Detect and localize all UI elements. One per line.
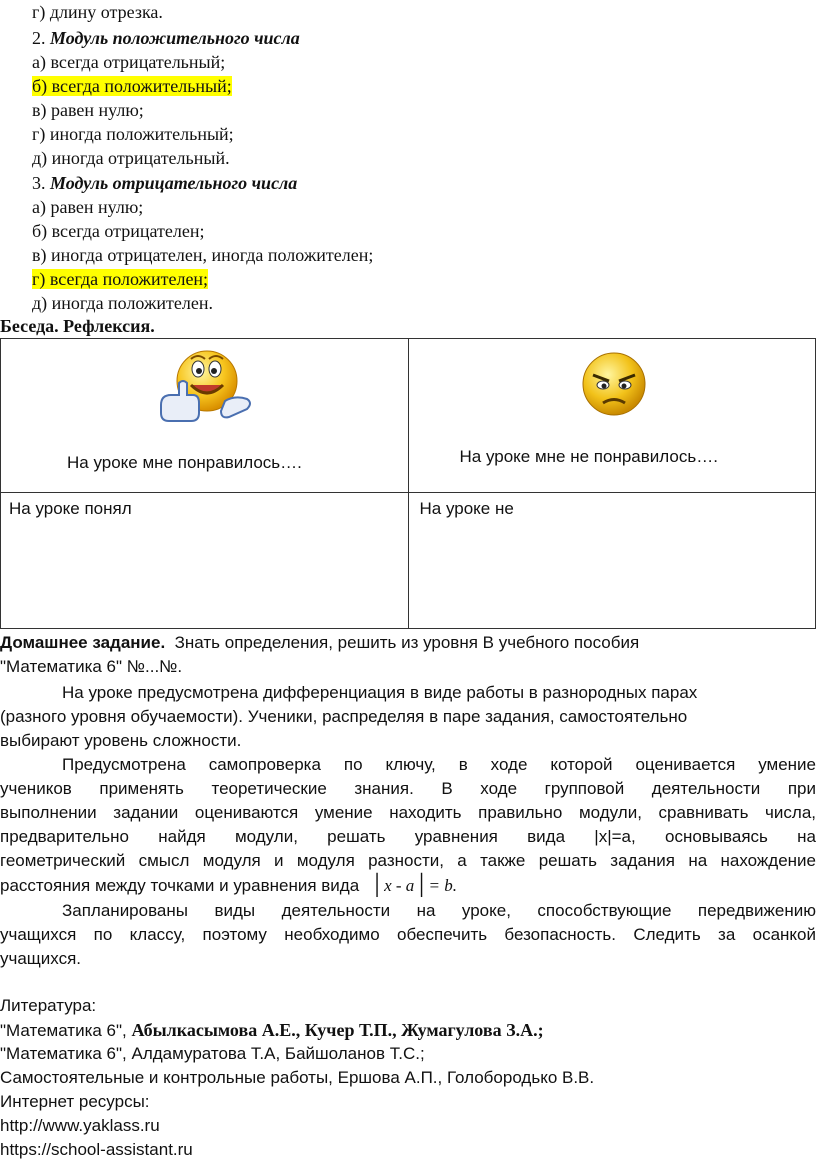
q2-option-b-highlighted [32, 74, 232, 98]
q3-option-d: д) иногда положителен. [32, 293, 214, 313]
liked-label: На уроке мне понравилось…. [67, 453, 302, 472]
formula-bar-left: │ [369, 874, 385, 896]
q3-option-v: в) иногда отрицателен, иногда положителен; [32, 245, 374, 265]
p2-line-6 [0, 873, 457, 898]
p3-line-2: учащихся по классу, поэтому необходимо обеспечить безопасность. Следить за осанкой [0, 925, 816, 944]
homework-text: Знать определения, решить из уровня В учебного пособия [174, 633, 640, 652]
p2-line-2: учеников применять теоретические знания. В ходе групповой деятельности при [0, 779, 816, 798]
literature-item-1-authors: Абылкасымова А.Е., Кучер Т.П., Жумагулова З.А.; [131, 1020, 544, 1040]
q2-number: 2. [32, 28, 46, 48]
p2-line-6-text: расстояния между точками и уравнения вида [0, 876, 360, 895]
reflection-heading: Беседа. Рефлексия. [0, 316, 155, 336]
q3-title: Модуль отрицательного числа [50, 173, 298, 193]
cell-disliked [409, 339, 816, 493]
q3-number: 3. [32, 173, 46, 193]
q2-option-b-text: б) всегда положительный; [32, 76, 232, 96]
homework-text-2: "Математика 6" №...№. [0, 657, 183, 676]
cell-not-understood [409, 493, 816, 629]
q1-option-g: г) длину отрезка. [32, 2, 163, 22]
cell-understood [1, 493, 409, 629]
frowning-smiley-icon [581, 351, 647, 417]
q3-option-g-highlighted [32, 267, 208, 291]
homework-label: Домашнее задание. [0, 633, 166, 652]
p3-line-3: учащихся. [0, 949, 82, 968]
formula-expression: x - a [384, 876, 415, 895]
q3-option-b: б) всегда отрицателен; [32, 221, 205, 241]
p2-line-3: выполнении задании оцениваются умение находить правильно модули, сравнивать числа, [0, 803, 816, 822]
p2-line-5: геометрический смысл модуля и модуля разности, а также решать задания на нахождение [0, 851, 816, 870]
q3-option-g-text: г) всегда положителен; [32, 269, 209, 289]
url-yaklass[interactable]: http://www.yaklass.ru [0, 1116, 160, 1135]
literature-item-1-title: "Математика 6", [0, 1021, 127, 1040]
p1-line-2: (разного уровня обучаемости). Ученики, распределяя в паре задания, самостоятельно [0, 707, 688, 726]
url-school-assistant[interactable]: https://school-assistant.ru [0, 1140, 193, 1159]
literature-item-3: Самостоятельные и контрольные работы, Ершова А.П., Голобородько В.В. [0, 1068, 595, 1087]
understood-label: На уроке понял [9, 499, 132, 518]
formula-bar-right: │ [414, 874, 429, 896]
internet-resources-heading: Интернет ресурсы: [0, 1092, 150, 1111]
homework-line [0, 631, 639, 655]
p1-line-1: На уроке предусмотрена дифференциация в виде работы в разнородных парах [62, 683, 698, 702]
p2-line-4: предварительно найдя модули, решать уравнения вида |x|=a, основываясь на [0, 827, 816, 846]
q2-option-g: г) иногда положительный; [32, 124, 234, 144]
disliked-label: На уроке мне не понравилось…. [459, 447, 718, 466]
reflection-table [0, 338, 816, 629]
q3-option-a: а) равен нулю; [32, 197, 144, 217]
p1-line-3: выбирают уровень сложности. [0, 731, 242, 750]
cell-liked [1, 339, 409, 493]
q2-option-v: в) равен нулю; [32, 100, 144, 120]
q2-title: Модуль положительного числа [50, 28, 300, 48]
thumbs-up-smiley-icon [153, 343, 257, 429]
literature-heading: Литература: [0, 996, 97, 1015]
q2-option-a: а) всегда отрицательный; [32, 52, 226, 72]
p2-line-1: Предусмотрена самопроверка по ключу, в ходе которой оценивается умение [62, 755, 816, 774]
p3-line-1: Запланированы виды деятельности на уроке, способствующие передвижению [62, 901, 816, 920]
formula-rhs: = b. [428, 876, 457, 895]
q3-heading [32, 171, 297, 195]
literature-item-2: "Математика 6", Алдамуратова Т.А, Байшоланов Т.С.; [0, 1044, 425, 1063]
q2-option-d: д) иногда отрицательный. [32, 148, 230, 168]
q2-heading [32, 26, 300, 50]
literature-item-1 [0, 1018, 544, 1043]
not-understood-label: На уроке не [419, 499, 514, 518]
